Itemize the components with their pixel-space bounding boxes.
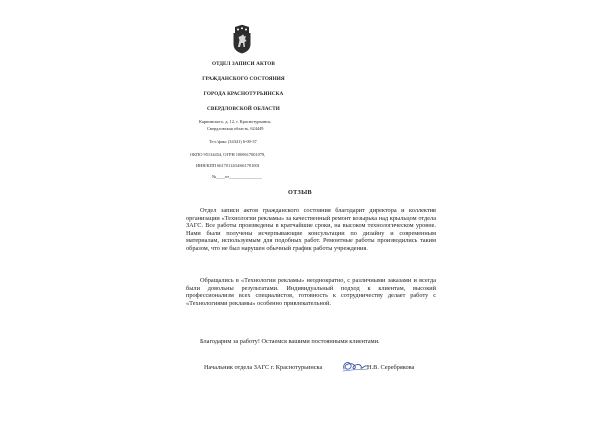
org-name-line-1: ОТДЕЛ ЗАПИСИ АКТОВ: [212, 61, 275, 67]
paragraph-gratitude: Отдел записи актов гражданского состояния благодарит директора и коллектив организации «Технологии рекламы» за качественный ремонт козырька над крыльцом отдела ЗАГС. Все работы произведены в кратчайшие сроки, на высоком технологическом уровне. Нами были получены исчерпывающие консультации по дизайну и современным материалам, используемым для подобных работ. Ремонтные работы производились таким образом, что не был нарушен обычный график работы учреждения.: [186, 207, 436, 252]
handwritten-signature: [340, 357, 370, 375]
registration-number: №____от_______________: [212, 174, 262, 179]
address-line-2: Свердловская область, 624449: [207, 126, 264, 131]
coat-of-arms-icon: [232, 24, 252, 54]
okpo-ogrn: ОКПО 95134454, ОГРН 1069617001079,: [190, 152, 266, 157]
address-line-1: Карпинского, д. 12, г. Краснотурьинск,: [199, 119, 272, 124]
document-title: ОТЗЫВ: [288, 189, 312, 196]
signatory-position: Начальник отдела ЗАГС г. Краснотурьинска: [204, 364, 323, 371]
inn-kpp: ИНН/КПП 6617011204/661701001: [196, 163, 260, 168]
signatory-name: Н.В. Серебрякова: [367, 364, 415, 371]
org-name-line-3: ГОРОДА КРАСНОТУРЬИНСКА: [203, 91, 284, 97]
paragraph-thanks: Благодарим за работу! Остаемся вашими постоянными клиентами.: [200, 338, 380, 345]
paragraph-cooperation: Обращались в «Технологии рекламы» неоднократно, с различными заказами и всегда были довольны результатами. Индивидуальный подход к клиентам, высокий профессионализм всех специалистов, готовность к сотрудничеству делает работу с «Технологиями рекламы» особенно привлекательной.: [186, 277, 436, 307]
phone-fax: Тел./факс (34341) 6-00-37: [209, 139, 257, 144]
org-name-line-4: СВЕРДЛОВСКОЙ ОБЛАСТИ: [207, 106, 280, 112]
org-name-line-2: ГРАЖДАНСКОГО СОСТОЯНИЯ: [202, 76, 285, 82]
